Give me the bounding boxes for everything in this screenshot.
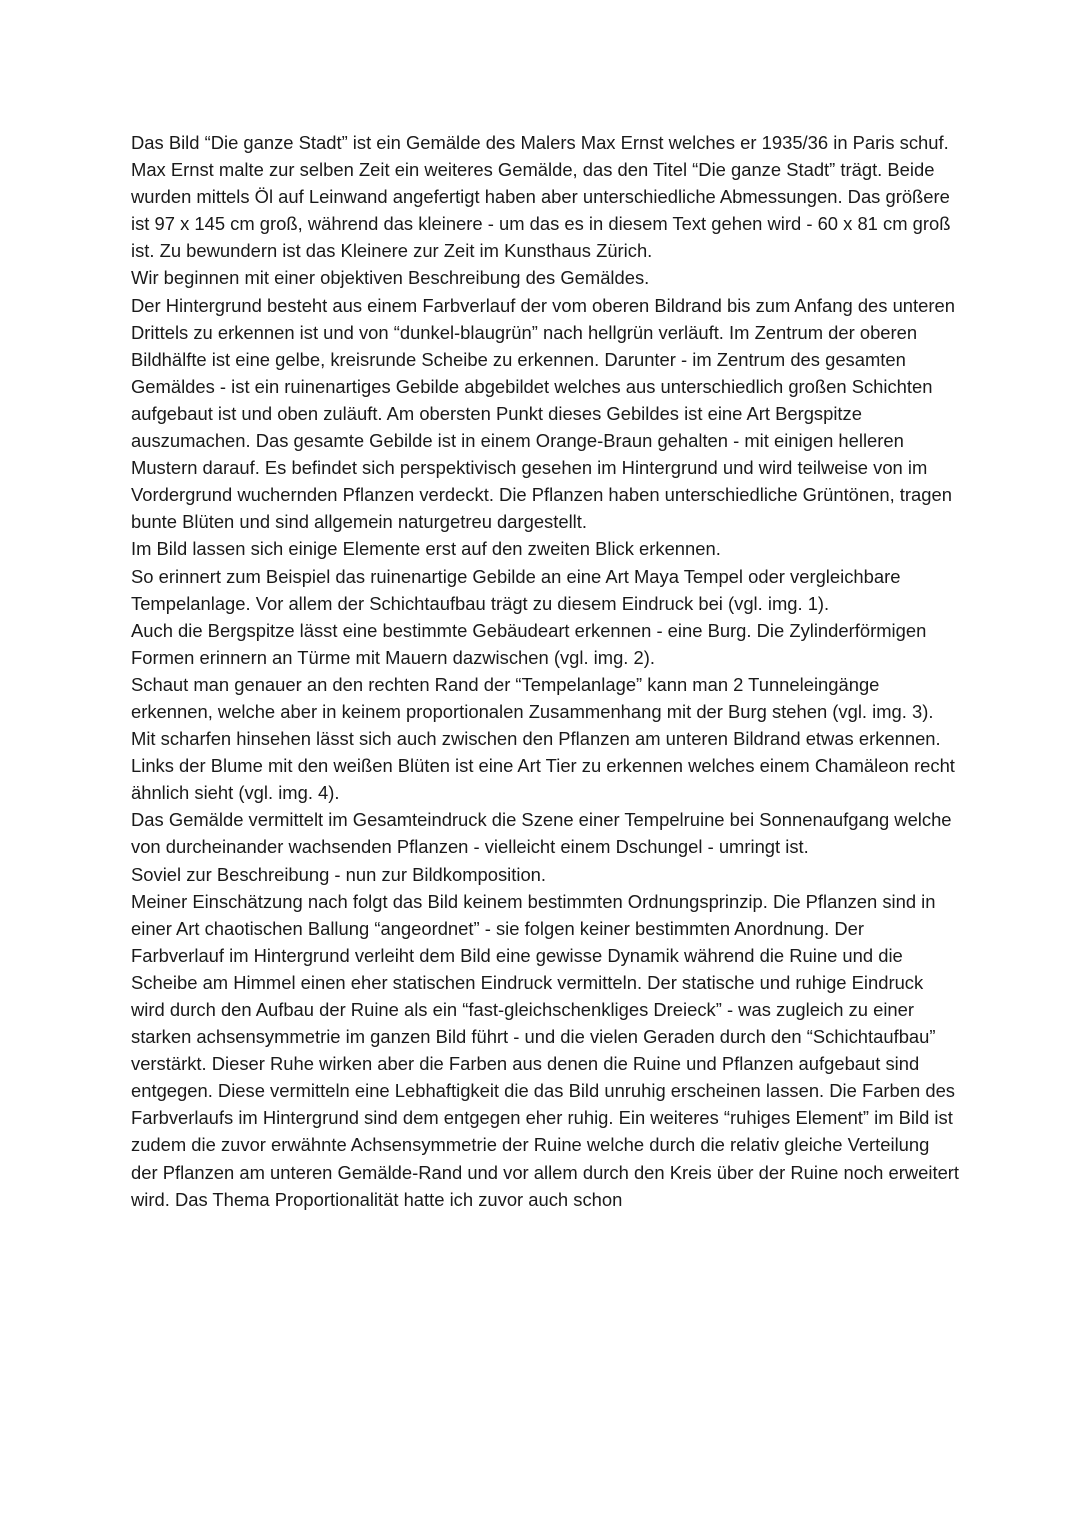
- paragraph-castle: Auch die Bergspitze lässt eine bestimmte Gebäudeart erkennen - eine Burg. Die Zylinderförmigen Formen erinnern an Türme mit Mauern dazwischen (vgl. img. 2).: [131, 619, 927, 668]
- paragraph-second-look: Im Bild lassen sich einige Elemente erst auf den zweiten Blick erkennen.: [131, 538, 721, 560]
- paragraph-composition-transition: Soviel zur Beschreibung - nun zur Bildkomposition.: [131, 863, 547, 885]
- paragraph-maya-temple: So erinnert zum Beispiel das ruinenartige Gebilde an eine Art Maya Tempel oder vergleichbare Tempelanlage. Vor allem der Schichtaufbau trägt zu diesem Eindruck bei (vgl. img. 1).: [131, 565, 901, 614]
- paragraph-overall-impression: Das Gemälde vermittelt im Gesamteindruck die Szene einer Tempelruine bei Sonnenaufgang welche von durcheinander wachsenden Pflanzen - vielleicht einem Dschungel - umringt ist.: [131, 809, 952, 858]
- document-body: [131, 129, 961, 1213]
- paragraph-tunnels: Schaut man genauer an den rechten Rand der “Tempelanlage” kann man 2 Tunneleingänge erkennen, welche aber in keinem proportionalen Zusammenhang mit der Burg stehen (vgl. img. 3).: [131, 673, 934, 722]
- paragraph-objective-start: Wir beginnen mit einer objektiven Beschreibung des Gemäldes.: [131, 267, 650, 289]
- paragraph-chameleon: Mit scharfen hinsehen lässt sich auch zwischen den Pflanzen am unteren Bildrand etwas erkennen. Links der Blume mit den weißen Blüten ist eine Art Tier zu erkennen welches einem Chamäleon recht ähnlich sieht (vgl. img. 4).: [131, 728, 955, 804]
- paragraph-background-description: Der Hintergrund besteht aus einem Farbverlauf der vom oberen Bildrand bis zum Anfang des unteren Drittels zu erkennen ist und von “dunkel-blaugrün” nach hellgrün verläuft. Im Zentrum der oberen Bildhälfte ist eine gelbe, kreisrunde Scheibe zu erkennen. Darunter - im Zentrum des gesamten Gemäldes - ist ein ruinenartiges Gebilde abgebildet welches aus unterschiedlich großen Schichten aufgebaut ist und oben zuläuft. Am obersten Punkt dieses Gebildes ist eine Art Bergspitze auszumachen. Das gesamte Gebilde ist in einem Orange-Braun gehalten - mit einigen helleren Mustern darauf. Es befindet sich perspektivisch gesehen im Hintergrund und wird teilweise von im Vordergrund wuchernden Pflanzen verdeckt. Die Pflanzen haben unterschiedliche Grüntönen, tragen bunte Blüten und sind allgemein naturgetreu dargestellt.: [131, 294, 955, 533]
- paragraph-composition: Meiner Einschätzung nach folgt das Bild keinem bestimmten Ordnungsprinzip. Die Pflanzen sind in einer Art chaotischen Ballung “angeordnet” - sie folgen keiner bestimmten Anordnung. Der Farbverlauf im Hintergrund verleiht dem Bild eine gewisse Dynamik während die Ruine und die Scheibe am Himmel einen eher statischen Eindruck vermitteln. Der statische und ruhige Eindruck wird durch den Aufbau der Ruine als ein “fast-gleichschenkliges Dreieck” - was zugleich zu einer starken achsensymmetrie im ganzen Bild führt - und die vielen Geraden durch den “Schichtaufbau” verstärkt. Dieser Ruhe wirken aber die Farben aus denen die Ruine und Pflanzen aufgebaut sind entgegen. Diese vermitteln eine Lebhaftigkeit die das Bild unruhig erscheinen lassen. Die Farben des Farbverlaufs im Hintergrund sind dem entgegen eher ruhig. Ein weiteres “ruhiges Element” im Bild ist zudem die zuvor erwähnte Achsensymmetrie der Ruine welche durch die relativ gleiche Verteilung der Pflanzen am unteren Gemälde-Rand und vor allem durch den Kreis über der Ruine noch erweitert wird. Das Thema Proportionalität hatte ich zuvor auch schon: [131, 890, 960, 1210]
- paragraph-intro: Das Bild “Die ganze Stadt” ist ein Gemälde des Malers Max Ernst welches er 1935/36 in Paris schuf. Max Ernst malte zur selben Zeit ein weiteres Gemälde, das den Titel “Die ganze Stadt” trägt. Beide wurden mittels Öl auf Leinwand angefertigt haben aber unterschiedliche Abmessungen. Das größere ist 97 x 145 cm groß, während das kleinere - um das es in diesem Text gehen wird - 60 x 81 cm groß ist. Zu bewundern ist das Kleinere zur Zeit im Kunsthaus Zürich.: [131, 132, 951, 262]
